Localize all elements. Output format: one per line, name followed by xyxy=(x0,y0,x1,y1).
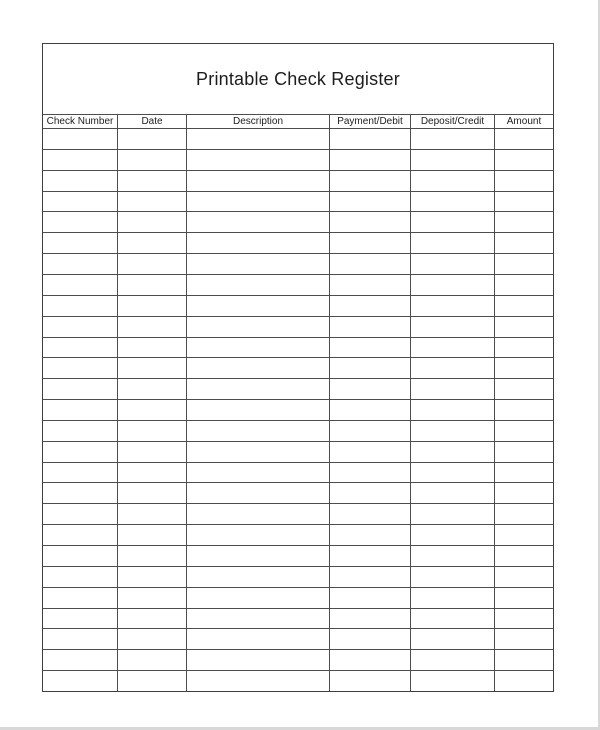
register-cell xyxy=(118,650,186,670)
register-cell xyxy=(495,296,553,316)
register-cell xyxy=(330,212,410,232)
register-cell xyxy=(495,338,553,358)
register-cell xyxy=(118,129,186,149)
register-cell xyxy=(118,421,186,441)
register-cell xyxy=(495,400,553,420)
register-cell xyxy=(411,629,494,649)
register-cell xyxy=(43,129,117,149)
register-cell xyxy=(495,546,553,566)
check-register-table xyxy=(43,114,553,691)
register-cell xyxy=(330,463,410,483)
register-cell xyxy=(118,275,186,295)
register-cell xyxy=(43,671,117,691)
register-cell xyxy=(118,483,186,503)
register-cell xyxy=(118,192,186,212)
register-cell xyxy=(43,358,117,378)
register-cell xyxy=(118,254,186,274)
register-cell xyxy=(43,588,117,608)
register-cell xyxy=(495,171,553,191)
register-cell xyxy=(495,379,553,399)
register-cell xyxy=(330,609,410,629)
register-cell xyxy=(43,400,117,420)
register-cell xyxy=(330,546,410,566)
register-cell xyxy=(187,567,329,587)
register-cell xyxy=(411,192,494,212)
register-cell xyxy=(495,567,553,587)
register-cell xyxy=(187,629,329,649)
register-cell xyxy=(330,129,410,149)
register-cell xyxy=(43,567,117,587)
check-register-sheet xyxy=(42,43,554,692)
register-cell xyxy=(330,233,410,253)
register-cell xyxy=(43,463,117,483)
register-cell xyxy=(495,317,553,337)
register-cell xyxy=(411,275,494,295)
register-cell xyxy=(411,671,494,691)
register-cell xyxy=(330,504,410,524)
register-cell xyxy=(43,192,117,212)
register-cell xyxy=(187,442,329,462)
register-cell xyxy=(43,525,117,545)
register-cell xyxy=(187,609,329,629)
register-cell xyxy=(43,317,117,337)
register-cell xyxy=(43,483,117,503)
register-cell xyxy=(330,296,410,316)
register-cell xyxy=(495,588,553,608)
register-cell xyxy=(43,275,117,295)
register-cell xyxy=(330,671,410,691)
register-cell xyxy=(330,150,410,170)
register-cell xyxy=(43,421,117,441)
register-cell xyxy=(411,400,494,420)
register-cell xyxy=(43,379,117,399)
register-cell xyxy=(411,588,494,608)
column-header-date: Date xyxy=(118,115,186,128)
register-cell xyxy=(118,338,186,358)
page-title: Printable Check Register xyxy=(196,68,400,89)
register-cell xyxy=(118,171,186,191)
register-cell xyxy=(411,483,494,503)
register-cell xyxy=(43,233,117,253)
register-cell xyxy=(330,567,410,587)
register-cell xyxy=(43,338,117,358)
register-cell xyxy=(495,650,553,670)
register-cell xyxy=(330,421,410,441)
register-cell xyxy=(187,546,329,566)
register-cell xyxy=(411,546,494,566)
register-cell xyxy=(187,421,329,441)
register-cell xyxy=(118,212,186,232)
register-cell xyxy=(411,463,494,483)
register-cell xyxy=(187,233,329,253)
register-cell xyxy=(495,609,553,629)
register-cell xyxy=(495,212,553,232)
register-cell xyxy=(495,192,553,212)
register-cell xyxy=(411,358,494,378)
register-cell xyxy=(187,650,329,670)
register-cell xyxy=(187,129,329,149)
register-cell xyxy=(118,567,186,587)
register-cell xyxy=(118,588,186,608)
register-cell xyxy=(495,129,553,149)
register-cell xyxy=(330,275,410,295)
register-cell xyxy=(495,671,553,691)
register-cell xyxy=(411,317,494,337)
register-cell xyxy=(330,192,410,212)
register-cell xyxy=(118,296,186,316)
register-cell xyxy=(495,504,553,524)
register-cell xyxy=(187,150,329,170)
register-cell xyxy=(411,150,494,170)
register-cell xyxy=(43,212,117,232)
register-cell xyxy=(330,358,410,378)
register-cell xyxy=(411,504,494,524)
register-cell xyxy=(330,171,410,191)
register-cell xyxy=(330,379,410,399)
register-cell xyxy=(330,650,410,670)
register-cell xyxy=(43,254,117,274)
register-cell xyxy=(187,463,329,483)
register-cell xyxy=(330,483,410,503)
register-cell xyxy=(495,629,553,649)
register-cell xyxy=(495,358,553,378)
register-cell xyxy=(118,317,186,337)
register-cell xyxy=(411,296,494,316)
register-cell xyxy=(118,150,186,170)
register-cell xyxy=(330,254,410,274)
register-cell xyxy=(330,588,410,608)
register-cell xyxy=(330,629,410,649)
register-cell xyxy=(411,129,494,149)
register-cell xyxy=(118,525,186,545)
register-cell xyxy=(187,504,329,524)
register-cell xyxy=(411,609,494,629)
register-cell xyxy=(118,358,186,378)
register-cell xyxy=(118,671,186,691)
column-header-payment-debit: Payment/Debit xyxy=(330,115,410,128)
register-cell xyxy=(495,463,553,483)
register-cell xyxy=(495,421,553,441)
register-cell xyxy=(187,192,329,212)
register-cell xyxy=(411,650,494,670)
register-cell xyxy=(187,525,329,545)
register-cell xyxy=(411,254,494,274)
register-cell xyxy=(118,400,186,420)
register-cell xyxy=(411,171,494,191)
register-cell xyxy=(495,275,553,295)
register-cell xyxy=(411,233,494,253)
register-cell xyxy=(411,421,494,441)
register-cell xyxy=(43,296,117,316)
register-cell xyxy=(187,171,329,191)
register-cell xyxy=(187,212,329,232)
register-cell xyxy=(187,254,329,274)
register-cell xyxy=(118,609,186,629)
register-cell xyxy=(187,379,329,399)
register-cell xyxy=(411,442,494,462)
register-cell xyxy=(43,150,117,170)
register-cell xyxy=(495,254,553,274)
register-cell xyxy=(118,629,186,649)
register-cell xyxy=(43,442,117,462)
register-cell xyxy=(495,442,553,462)
register-cell xyxy=(411,525,494,545)
register-cell xyxy=(187,400,329,420)
register-cell xyxy=(118,546,186,566)
register-cell xyxy=(330,442,410,462)
register-cell xyxy=(43,171,117,191)
register-cell xyxy=(330,400,410,420)
column-header-description: Description xyxy=(187,115,329,128)
register-cell xyxy=(118,233,186,253)
register-cell xyxy=(187,483,329,503)
title-area xyxy=(43,44,553,114)
register-cell xyxy=(43,650,117,670)
register-cell xyxy=(330,525,410,545)
register-cell xyxy=(187,317,329,337)
register-cell xyxy=(187,588,329,608)
register-cell xyxy=(411,379,494,399)
column-header-amount: Amount xyxy=(495,115,553,128)
register-cell xyxy=(187,358,329,378)
register-cell xyxy=(495,150,553,170)
register-cell xyxy=(43,504,117,524)
register-cell xyxy=(411,567,494,587)
register-cell xyxy=(187,275,329,295)
column-header-check-number: Check Number xyxy=(43,115,117,128)
register-cell xyxy=(187,671,329,691)
register-cell xyxy=(187,296,329,316)
register-cell xyxy=(330,338,410,358)
register-cell xyxy=(187,338,329,358)
register-cell xyxy=(43,609,117,629)
register-cell xyxy=(495,525,553,545)
register-cell xyxy=(495,483,553,503)
register-cell xyxy=(330,317,410,337)
register-cell xyxy=(118,504,186,524)
register-cell xyxy=(411,338,494,358)
column-header-deposit-credit: Deposit/Credit xyxy=(411,115,494,128)
register-cell xyxy=(118,379,186,399)
register-cell xyxy=(118,442,186,462)
register-cell xyxy=(495,233,553,253)
register-cell xyxy=(43,546,117,566)
register-cell xyxy=(411,212,494,232)
register-cell xyxy=(118,463,186,483)
register-cell xyxy=(43,629,117,649)
